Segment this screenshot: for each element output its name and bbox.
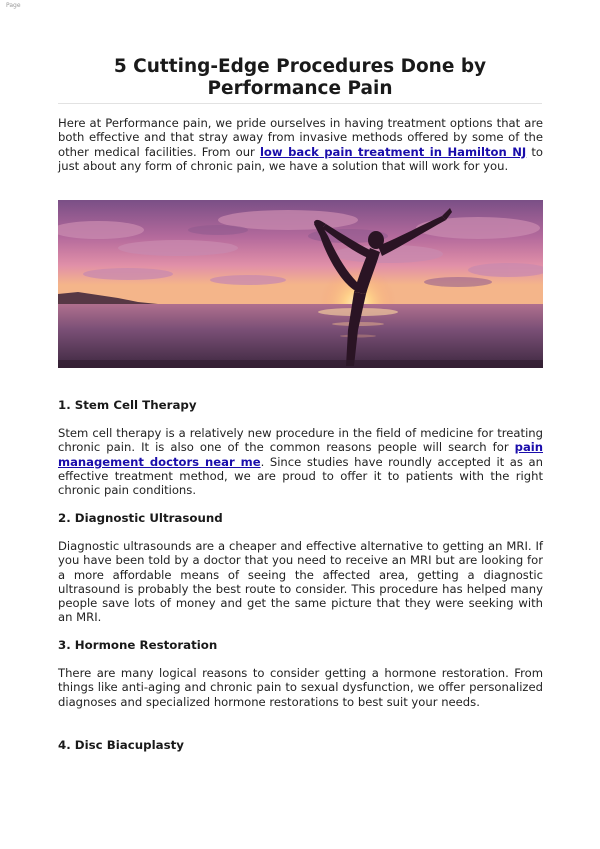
section-text-diagnostic-ultrasound: Diagnostic ultrasounds are a cheaper and effective alternative to getting an MRI. If you have been told by a doctor that you need to receive an MRI but are looking for a more affordable means of seeing the affected area, getting a diagnostic ultrasound is probably the best route to consider. This procedure has helped many people save lots of money and get the same picture that they were seeking with an MRI. — [58, 539, 543, 625]
section-heading-disc-biacuplasty: 4. Disc Biacuplasty — [58, 738, 184, 752]
section-text-hormone-restoration: There are many logical reasons to consider getting a hormone restoration. From things like anti-aging and chronic pain to sexual dysfunction, we offer personalized diagnoses and specialized hormone restorations to best suit your needs. — [58, 666, 543, 709]
yoga-sunset-beach-photo-icon — [58, 200, 543, 368]
intro-paragraph — [58, 116, 543, 173]
stem-cell-text-after: . Since studies have roundly accepted it as an effective treatment method, we are proud to offer it to patients with the right chronic pain conditions. — [58, 454, 543, 498]
section-heading-stem-cell: 1. Stem Cell Therapy — [58, 398, 197, 412]
low-back-pain-link[interactable]: low back pain treatment in Hamilton NJ — [259, 144, 527, 159]
page-title: 5 Cutting-Edge Procedures Done by Performance Pain — [113, 56, 487, 99]
intro-text-after: to just about any form of chronic pain, we have a solution that will work for you. — [58, 144, 544, 173]
hero-image — [58, 200, 543, 368]
title-divider — [58, 103, 542, 104]
section-heading-hormone-restoration: 3. Hormone Restoration — [58, 638, 218, 652]
page-mark: Page — [6, 2, 21, 9]
section-heading-diagnostic-ultrasound: 2. Diagnostic Ultrasound — [58, 511, 223, 525]
stem-cell-text-before: Stem cell therapy is a relatively new procedure in the field of medicine for treating chronic pain. It is also one of the common reasons people will search for — [58, 426, 543, 455]
section-text-stem-cell — [58, 426, 543, 497]
pain-management-doctors-link[interactable]: pain management doctors near me — [58, 440, 543, 469]
intro-text-before: Here at Performance pain, we pride ourselves in having treatment options that are both effective and that stray away from invasive methods offered by some of the other medical facilities. From our — [58, 116, 543, 159]
